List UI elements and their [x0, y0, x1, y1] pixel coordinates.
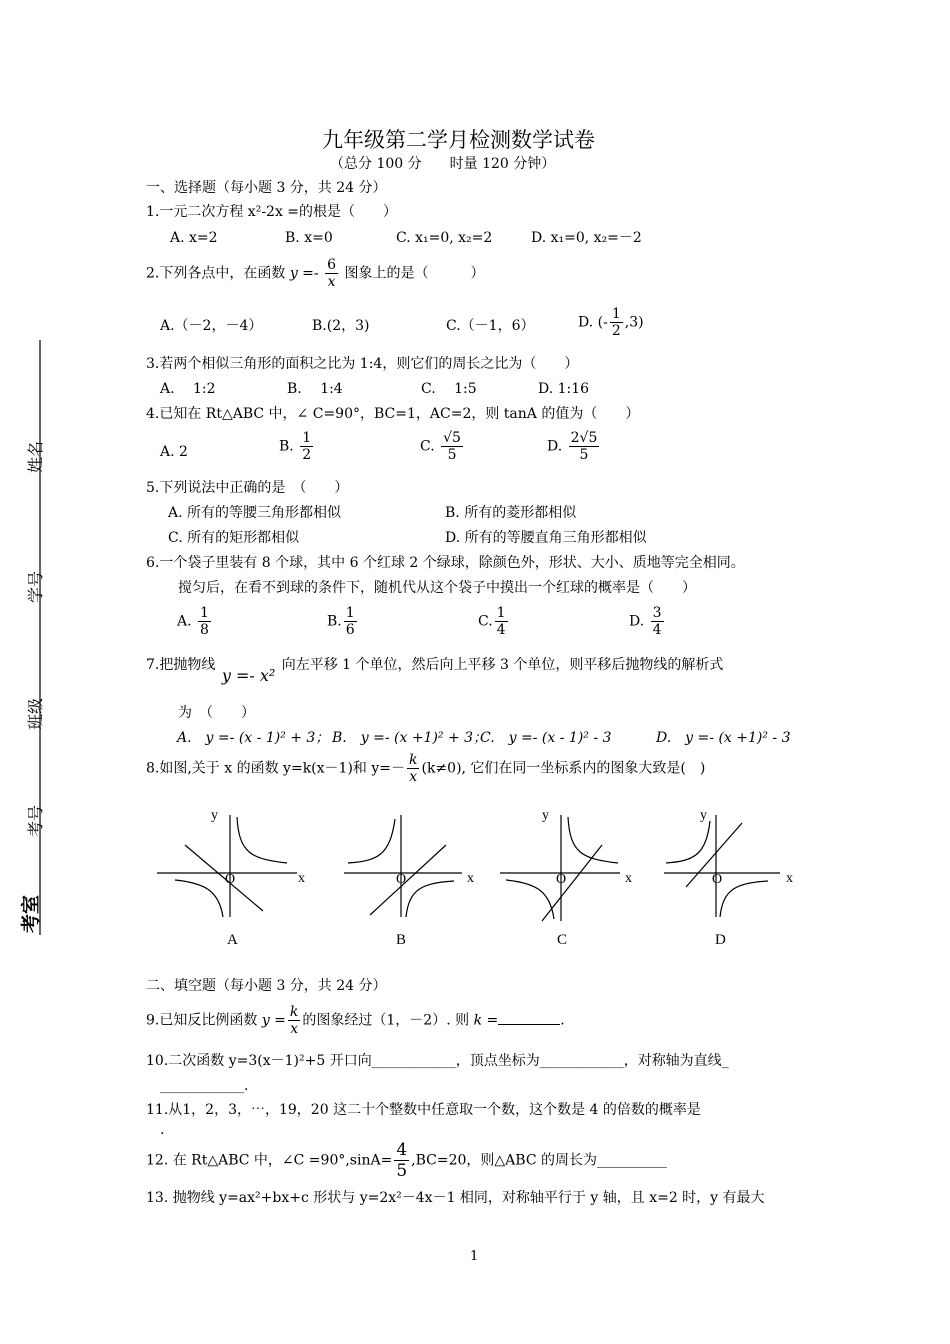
hyperbola-branch-1 [666, 821, 710, 863]
q10-line1: 10.二次函数 y=3(x－1)²+5 开口向____________，顶点坐标为____________，对称轴为直线_ [146, 1053, 729, 1069]
q8-graph-c-x-label: x [625, 871, 632, 886]
q8-graph-d-x-label: x [786, 871, 793, 886]
q1-stem: 1.一元二次方程 x²-2x =的根是（ ） [146, 204, 398, 220]
q9-pre: 9.已知反比例函数 [146, 1012, 258, 1029]
q2-fn: y =- [289, 265, 319, 282]
hyperbola-branch-1 [237, 817, 287, 863]
q2-stem [146, 257, 484, 290]
q4-c-label: C. [420, 438, 435, 455]
q6-c-num: 1 [496, 605, 506, 621]
q12-fraction [394, 1140, 409, 1181]
q4-c-den: 5 [447, 447, 457, 463]
q8-stem-post: (k≠0), 它们在同一坐标系内的图象大致是( ) [421, 760, 706, 777]
q2-fraction [325, 257, 338, 290]
q2-d-post: ,3) [624, 314, 644, 331]
q7-line2: 为 （ ） [178, 705, 255, 721]
label-exam-no: 考号 [26, 804, 46, 838]
q5-option-d: D. 所有的等腰直角三角形都相似 [445, 530, 647, 546]
q6-d-den: 4 [652, 622, 662, 638]
q6-a-label: A. [177, 613, 192, 630]
q5-option-b: B. 所有的菱形都相似 [445, 505, 577, 521]
q8-graph-b-x-label: x [467, 871, 474, 886]
q8-graph-b-svg [342, 805, 482, 955]
q4-d-label: D. [547, 438, 563, 455]
hyperbola-branch-2 [406, 881, 454, 917]
label-student-no: 学号 [26, 570, 46, 604]
page-subtitle: （总分 100 分 时量 120 分钟） [330, 156, 556, 172]
q8-graph-a-svg [155, 805, 315, 955]
q6-b-num: 1 [345, 605, 355, 621]
q12-pre: 12. 在 Rt△ABC 中，∠C =90°,sinA= [146, 1152, 393, 1169]
q8-graph-d-label: D [715, 932, 726, 948]
q7-stem-pre: 7.把抛物线 [146, 657, 216, 673]
q2-d-num: 1 [611, 306, 621, 322]
q2-option-b: B.(2，3) [312, 318, 370, 334]
q4-d-fraction [569, 430, 600, 463]
q7-stem-post: 向左平移 1 个单位，然后向上平移 3 个单位，则平移后抛物线的解析式 [281, 657, 724, 673]
q6-b-den: 6 [345, 622, 355, 638]
q8-num: k [409, 752, 418, 768]
q4-d-num: 2√5 [570, 430, 598, 446]
hyperbola-branch-1 [348, 819, 395, 863]
q8-graph-c-svg [498, 805, 648, 955]
q6-c-den: 4 [496, 622, 506, 638]
q8-graph-d-origin: O [712, 872, 723, 887]
q7-stem [146, 655, 724, 685]
q7-option-d: D. y =- (x +1)² - 3 [656, 730, 791, 746]
hyperbola-branch-2 [175, 880, 223, 917]
q4-b-label: B. [279, 438, 294, 455]
label-class: 班级 [26, 697, 46, 731]
q8-graph-a-origin: O [225, 872, 236, 887]
q8-graph-d-svg [662, 805, 812, 955]
q11-line2: . [160, 1122, 165, 1138]
q6-d-label: D. [629, 613, 645, 630]
q12-den: 5 [396, 1161, 408, 1181]
q1-option-a: A. x=2 [170, 230, 218, 246]
q9-post: 的图象经过（1，－2）. 则 [302, 1012, 470, 1029]
q3-stem: 3.若两个相似三角形的面积之比为 1:4，则它们的周长之比为（ ） [146, 356, 579, 372]
q1-option-c: C. x₁=0, x₂=2 [396, 230, 493, 246]
q7-option-a: A. y =- (x - 1)² + 3； [177, 730, 330, 746]
q8-fraction [407, 752, 419, 785]
q6-a-fraction [198, 605, 211, 638]
q2-option-c: C.（－1，6） [446, 318, 535, 334]
q2-num: 6 [327, 257, 337, 273]
linear-graph [542, 845, 602, 921]
q1-option-b: B. x=0 [285, 230, 333, 246]
q8-graph-d [662, 805, 812, 959]
q4-option-b [279, 430, 315, 463]
q5-option-c: C. 所有的矩形都相似 [168, 530, 300, 546]
q12-post: ,BC=20，则△ABC 的周长为__________ [411, 1152, 667, 1169]
q3-option-d: D. 1:16 [538, 381, 590, 397]
q4-d-den: 5 [579, 447, 589, 463]
linear-graph [185, 845, 263, 911]
q6-option-a [177, 605, 213, 638]
q9-num: k [289, 1004, 299, 1020]
q2-den: x [327, 274, 336, 290]
q6-a-den: 8 [200, 622, 209, 638]
q4-option-a: A. 2 [160, 444, 188, 460]
q2-d-pre: D. (- [578, 314, 608, 331]
q3-option-c: C. 1:5 [421, 381, 477, 397]
page-title: 九年级第二学月检测数学试卷 [322, 128, 595, 152]
section2-heading: 二、填空题（每小题 3 分，共 24 分） [146, 978, 387, 994]
q6-d-num: 3 [652, 605, 662, 621]
q9-den: x [290, 1021, 299, 1037]
hyperbola-branch-2 [720, 881, 768, 917]
q10-line2: ____________. [160, 1078, 249, 1094]
q9-end: . [560, 1012, 565, 1029]
q4-stem: 4.已知在 Rt△ABC 中，∠ C=90°，BC=1，AC=2，则 tanA 的值为（ ） [146, 406, 640, 422]
q4-option-c [420, 430, 465, 463]
q6-b-fraction [344, 605, 357, 638]
q8-graph-d-y-label: y [700, 808, 707, 823]
page-number: 1 [470, 1249, 479, 1264]
q2-stem-post: 图象上的是（ ） [344, 265, 485, 282]
q2-d-fraction [610, 306, 623, 339]
q11-line1: 11.从1，2，3，⋯，19，20 这二十个整数中任意取一个数，这个数是 4 的倍数的概率是 [146, 1102, 701, 1118]
q8-stem [146, 752, 705, 785]
hyperbola-branch-2 [506, 880, 554, 919]
q13-line1: 13. 抛物线 y=ax²+bx+c 形状与 y=2x²－4x－1 相同，对称轴平行于 y 轴，且 x=2 时，y 有最大 [146, 1190, 765, 1206]
q5-stem: 5.下列说法中正确的是 （ ） [146, 480, 349, 496]
q9-k: k = [473, 1012, 499, 1029]
q8-den: x [409, 769, 418, 785]
q6-option-c [478, 605, 510, 638]
q4-option-d [547, 430, 601, 463]
q6-line1: 6.一个袋子里装有 8 个球，其中 6 个红球 2 个绿球，除颜色外，形状、大小、质地等完全相同。 [146, 555, 745, 571]
q6-c-fraction [495, 605, 508, 638]
q4-b-num: 1 [302, 430, 312, 446]
q3-option-a: A. 1:2 [160, 381, 216, 397]
q5-option-a: A. 所有的等腰三角形都相似 [168, 505, 342, 521]
q8-graph-b [342, 805, 482, 959]
label-name: 姓名 [26, 440, 46, 474]
q6-d-fraction [651, 605, 664, 638]
q6-option-b [327, 605, 359, 638]
q9-fraction [288, 1004, 300, 1037]
q6-a-num: 1 [200, 605, 209, 621]
q7-option-b: B. y =- (x +1)² + 3； [332, 730, 488, 746]
q6-line2: 搅匀后，在看不到球的条件下，随机代从这个袋子中摸出一个红球的概率是（ ） [178, 580, 696, 596]
section1-heading: 一、选择题（每小题 3 分，共 24 分） [146, 180, 387, 196]
q4-c-num: √5 [443, 430, 461, 446]
q3-option-b: B. 1:4 [287, 381, 343, 397]
q9 [146, 1004, 565, 1037]
q8-graph-c-y-label: y [542, 808, 549, 823]
q9-fn: y = [261, 1012, 286, 1029]
q9-answer-blank[interactable] [498, 1010, 560, 1025]
q8-graph-b-label: B [396, 932, 407, 948]
q12-num: 4 [396, 1140, 408, 1160]
q8-graph-a [155, 805, 315, 959]
q6-c-label: C. [478, 613, 493, 630]
q2-d-den: 2 [611, 323, 621, 339]
q8-graph-b-origin: O [396, 872, 407, 887]
q2-option-a: A.（－2，－4） [160, 318, 263, 334]
q7-fn: y =- x² [221, 666, 276, 685]
q2-stem-pre: 2.下列各点中，在函数 [146, 265, 286, 282]
q8-graph-a-y-label: y [211, 808, 218, 823]
q4-b-fraction [300, 430, 313, 463]
q4-c-fraction [441, 430, 463, 463]
q6-b-label: B. [327, 613, 342, 630]
q6-option-d [629, 605, 666, 638]
label-exam-room: 考室 [20, 894, 43, 934]
q8-graph-c [498, 805, 648, 959]
q8-graph-c-origin: O [556, 872, 567, 887]
q8-graph-a-x-label: x [298, 871, 305, 886]
q8-graph-a-label: A [227, 932, 238, 948]
q8-stem-pre: 8.如图,关于 x 的函数 y=k(x－1)和 y=－ [146, 760, 405, 777]
q8-graph-c-label: C [557, 932, 568, 948]
q1-option-d: D. x₁=0, x₂=－2 [531, 230, 642, 246]
q7-option-c: C. y =- (x - 1)² - 3 [480, 730, 612, 746]
binding-strip [0, 0, 60, 964]
q2-option-d [578, 306, 644, 339]
q12 [146, 1140, 667, 1181]
q4-b-den: 2 [302, 447, 312, 463]
